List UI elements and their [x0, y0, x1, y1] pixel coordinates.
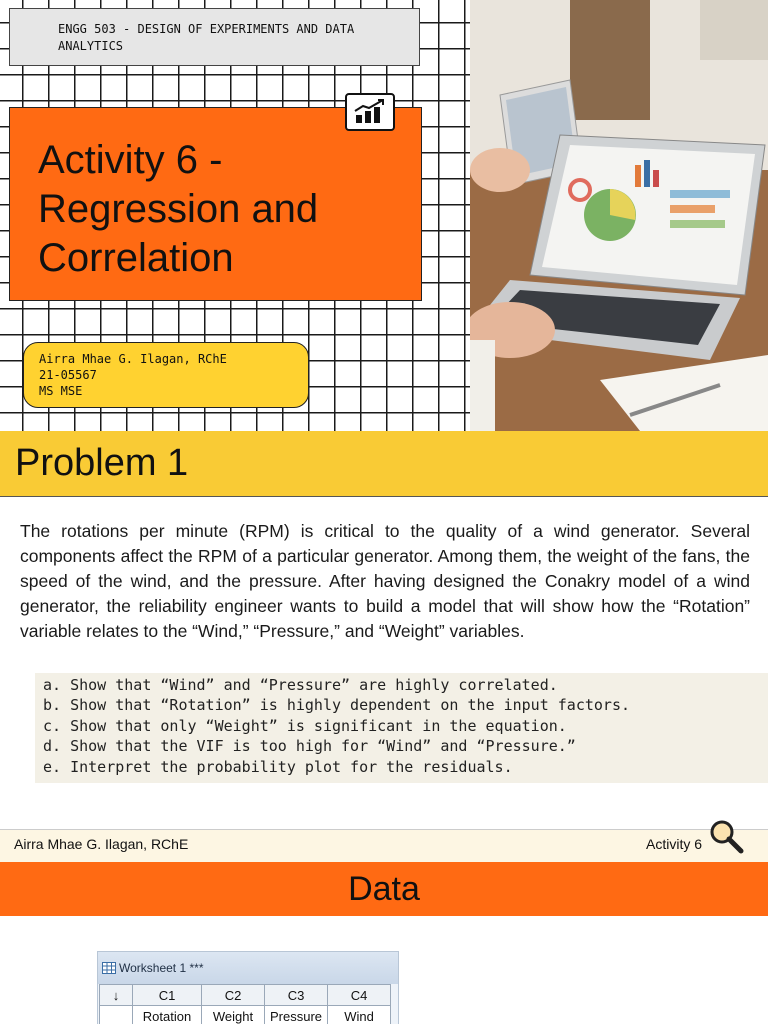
cover-page — [0, 0, 768, 431]
column-name[interactable]: Wind — [328, 1006, 391, 1024]
magnifier-icon — [708, 818, 744, 854]
row-indicator[interactable]: ↓ — [100, 985, 133, 1006]
task-item: c. Show that only “Weight” is significant in the equation. — [43, 716, 567, 735]
program: MS MSE — [39, 384, 83, 398]
worksheet-grid — [99, 984, 391, 1024]
task-item: d. Show that the VIF is too high for “Wind” and “Pressure.” — [43, 737, 576, 756]
task-item: b. Show that “Rotation” is highly dependent on the input factors. — [43, 696, 630, 715]
column-id[interactable]: C4 — [328, 985, 391, 1006]
title-line: Correlation — [38, 236, 234, 280]
title-line: Regression and — [38, 187, 319, 231]
chart-icon — [345, 93, 395, 131]
corner-cell — [100, 1006, 133, 1024]
worksheet-icon — [102, 962, 116, 974]
column-id[interactable]: C3 — [265, 985, 328, 1006]
column-id[interactable]: C1 — [133, 985, 202, 1006]
column-name[interactable]: Pressure — [265, 1006, 328, 1024]
title-box — [9, 107, 422, 301]
column-id-row — [100, 985, 391, 1006]
student-id: 21-05567 — [39, 368, 97, 382]
worksheet-window — [97, 951, 399, 1024]
activity-title — [38, 136, 418, 283]
worksheet-titlebar — [98, 952, 398, 984]
column-name[interactable]: Weight — [202, 1006, 265, 1024]
course-label: ENGG 503 - DESIGN OF EXPERIMENTS AND DATA ANALYTICS — [9, 8, 420, 66]
column-id[interactable]: C2 — [202, 985, 265, 1006]
data-heading: Data — [348, 870, 420, 908]
worksheet-name: Worksheet 1 *** — [119, 961, 204, 975]
footer-activity: Activity 6 — [646, 836, 703, 852]
laptop-photo — [470, 0, 768, 431]
problem-description: The rotations per minute (RPM) is critical to the quality of a wind generator. Several components affect the RPM of a particular generator. Among them, the weight of the fans, the speed of the wind, and the pressure. After having designed the Conakry model of a wind generator, the reliability engineer wants to build a model that will show how the “Rotation” variable relates to the “Wind,” “Pressure,” and “Weight” variables. — [20, 521, 750, 641]
task-item: a. Show that “Wind” and “Pressure” are highly correlated. — [43, 676, 558, 694]
author-box — [23, 342, 309, 408]
footer-author: Airra Mhae G. Ilagan, RChE — [14, 836, 189, 852]
column-name-row — [100, 1006, 391, 1024]
column-name[interactable]: Rotation — [133, 1006, 202, 1024]
task-list — [35, 673, 768, 783]
title-line: Activity 6 - — [38, 138, 223, 182]
author-name: Airra Mhae G. Ilagan, RChE — [39, 352, 227, 366]
problem-heading: Problem 1 — [15, 442, 189, 484]
task-item: e. Interpret the probability plot for the residuals. — [43, 757, 513, 776]
